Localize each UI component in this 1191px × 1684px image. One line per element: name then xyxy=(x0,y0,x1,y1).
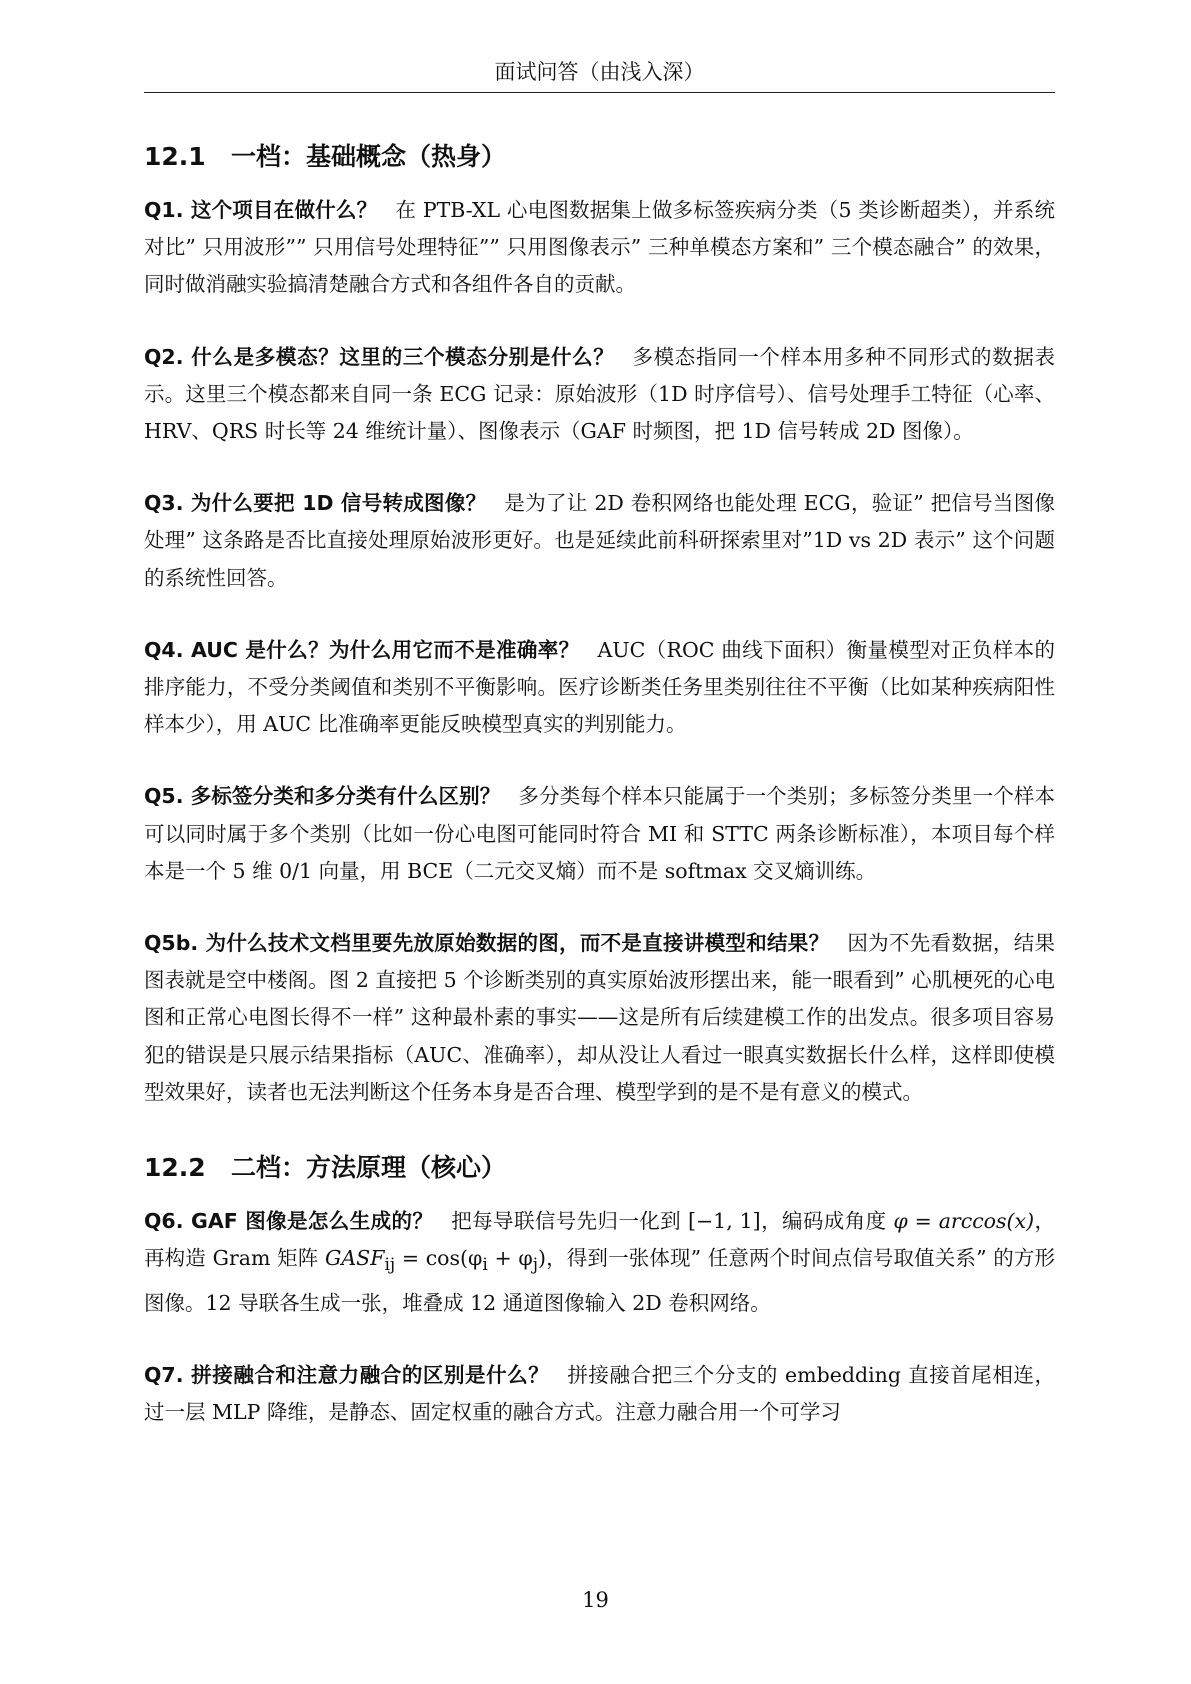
section-title: 二档：方法原理（核心） xyxy=(231,1153,507,1183)
section-number: 12.1 xyxy=(144,142,206,171)
qa-item-q6 xyxy=(144,1203,1055,1322)
section-number: 12.2 xyxy=(144,1153,206,1183)
math-formula: ) xyxy=(538,1246,547,1271)
question: Q3. 为什么要把 1D 信号转成图像？ xyxy=(144,491,487,516)
math-subscript: i xyxy=(482,1255,488,1276)
qa-item-q2 xyxy=(144,339,1055,451)
answer-text: ，得到一张体现” 任意两个时间点信号取值关系” 的方形图像。12 导联各生成一张，堆叠成 12 通道图像输入 2D 卷积网络。 xyxy=(144,1246,1055,1315)
question: Q7. 拼接融合和注意力融合的区别是什么？ xyxy=(144,1362,550,1387)
math-subscript: ij xyxy=(384,1255,396,1276)
math-interval: [−1, 1] xyxy=(688,1209,761,1234)
question: Q6. GAF 图像是怎么生成的？ xyxy=(144,1209,434,1234)
qa-item-q3 xyxy=(144,485,1055,597)
answer: AUC（ROC 曲线下面积）衡量模型对正负样本的排序能力，不受分类阈值和类别不平衡影响。医疗诊断类任务里类别往往不平衡（比如某种疾病阳性样本少），用 AUC 比准确率更能反映模型真实的判别能力。 xyxy=(144,637,1055,737)
question: Q5b. 为什么技术文档里要先放原始数据的图，而不是直接讲模型和结果？ xyxy=(144,931,830,956)
math-formula: = cos(φ xyxy=(395,1246,483,1271)
section-title: 一档：基础概念（热身） xyxy=(231,142,507,171)
page-content xyxy=(144,140,1055,1466)
qa-item-q5 xyxy=(144,778,1055,890)
math-formula: + φ xyxy=(487,1246,533,1271)
answer-text: ，再构造 Gram 矩阵 xyxy=(144,1209,1056,1271)
question: Q2. 什么是多模态？这里的三个模态分别是什么？ xyxy=(144,344,615,369)
answer: 是为了让 2D 卷积网络也能处理 ECG，验证” 把信号当图像处理” 这条路是否比直接处理原始波形更好。也是延续此前科研探索里对”1D vs 2D 表示” 这个问题的系统性回答。 xyxy=(144,491,1055,590)
answer: 因为不先看数据，结果图表就是空中楼阁。图 2 直接把 5 个诊断类别的真实原始波形摆出来，能一眼看到” 心肌梗死的心电图和正常心电图长得不一样” 这种最朴素的事实——这是所有后续建模工作的出发点。很多项目容易犯的错误是只展示结果指标（AUC、准确率），却从没让人看过一眼真实数据长什么样，这样即使模型效果好，读者也无法判断这个任务本身是否合理、模型学到的是不是有意义的模式。 xyxy=(144,931,1055,1104)
answer: 拼接融合把三个分支的 embedding 直接首尾相连，过一层 MLP 降维，是静态、固定权重的融合方式。注意力融合用一个可学习 xyxy=(144,1362,1055,1424)
answer: 多模态指同一个样本用多种不同形式的数据表示。这里三个模态都来自同一条 ECG 记录：原始波形（1D 时序信号）、信号处理手工特征（心率、HRV、QRS 时长等 24 维统计量）、图像表示（GAF 时频图，把 1D 信号转成 2D 图像）。 xyxy=(144,344,1055,444)
qa-item-q4 xyxy=(144,632,1055,744)
question: Q4. AUC 是什么？为什么用它而不是准确率？ xyxy=(144,637,580,662)
answer: 在 PTB-XL 心电图数据集上做多标签疾病分类（5 类诊断超类），并系统对比” 只用波形”” 只用信号处理特征”” 只用图像表示” 三种单模态方案和” 三个模态融合” 的效果，同时做消融实验搞清楚融合方式和各组件各自的贡献。 xyxy=(144,198,1055,297)
qa-item-q7 xyxy=(144,1357,1055,1431)
page-number: 19 xyxy=(582,1588,609,1612)
section-heading-12-2 xyxy=(144,1151,1055,1185)
qa-item-q1 xyxy=(144,192,1055,304)
math-angle-formula: φ = arccos(x) xyxy=(893,1209,1035,1234)
qa-item-q5b xyxy=(144,925,1055,1111)
math-subscript: j xyxy=(532,1255,539,1276)
answer: 多分类每个样本只能属于一个类别；多标签分类里一个样本可以同时属于多个类别（比如一份心电图可能同时符合 MI 和 STTC 两条诊断标准），本项目每个样本是一个 5 维 0/1 向量，用 BCE（二元交叉熵）而不是 softmax 交叉熵训练。 xyxy=(144,784,1056,883)
section-heading-12-1 xyxy=(144,140,1055,174)
question: Q5. 多标签分类和多分类有什么区别？ xyxy=(144,784,501,809)
running-header: 面试问答（由浅入深） xyxy=(494,60,705,84)
question: Q1. 这个项目在做什么？ xyxy=(144,198,378,222)
header-rule xyxy=(144,92,1055,93)
math-gasf-symbol: GASF xyxy=(325,1246,385,1271)
answer-text: ，编码成角度 xyxy=(760,1209,894,1234)
answer-text: 把每导联信号先归一化到 xyxy=(451,1209,688,1234)
